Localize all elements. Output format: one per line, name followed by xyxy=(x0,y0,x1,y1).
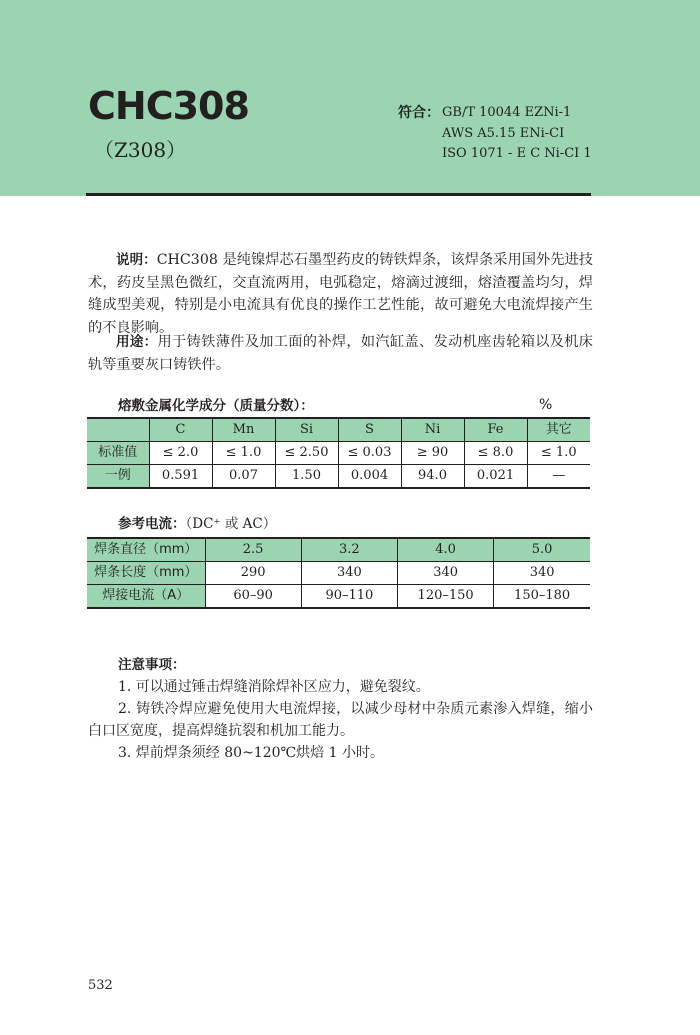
table-cell: 0.004 xyxy=(338,465,401,489)
table-cell: ≤ 8.0 xyxy=(464,442,527,465)
table-row xyxy=(87,465,590,489)
notes-title: 注意事项： xyxy=(118,657,186,673)
table-header-cell: Si xyxy=(275,418,338,442)
table-cell: ≤ 2.0 xyxy=(149,442,212,465)
table-cell: ≥ 90 xyxy=(401,442,464,465)
table-cell: 3.2 xyxy=(301,538,397,562)
table-header-cell: S xyxy=(338,418,401,442)
current-title-line xyxy=(118,514,276,534)
table-cell: 340 xyxy=(494,562,590,585)
usage-text: 用于铸铁薄件及加工面的补焊，如汽缸盖、发动机座齿轮箱以及机床轨等重要灰口铸铁件。 xyxy=(88,334,593,373)
table-header-cell xyxy=(87,418,149,442)
table-row xyxy=(87,442,590,465)
table-cell: 120–150 xyxy=(398,585,494,609)
table-cell: 4.0 xyxy=(398,538,494,562)
description-label: 说明： xyxy=(116,252,157,268)
table-cell: 340 xyxy=(398,562,494,585)
table-header-cell: Ni xyxy=(401,418,464,442)
current-note: （DC⁺ 或 AC） xyxy=(185,516,277,532)
table-cell: 90–110 xyxy=(301,585,397,609)
table-cell: 150–180 xyxy=(494,585,590,609)
conformity-label: 符合： xyxy=(398,105,440,121)
page-subtitle: （Z308） xyxy=(94,138,187,162)
table-row xyxy=(87,585,590,609)
note-item: 3. 焊前焊条须经 80~120℃烘焙 1 小时。 xyxy=(118,745,384,761)
table-cell: 5.0 xyxy=(494,538,590,562)
table-row xyxy=(87,562,590,585)
description-text: CHC308 是纯镍焊芯石墨型药皮的铸铁焊条，该焊条采用国外先进技术，药皮呈黑色微红，交直流两用，电弧稳定，熔滴过渡细，熔渣覆盖均匀，焊缝成型美观，特别是小电流具有优良的操作工艺性能，故可避免大电流焊接产生的不良影响。 xyxy=(88,252,593,336)
conformity-standard: AWS A5.15 ENi-CI xyxy=(442,125,565,141)
usage-paragraph xyxy=(88,331,593,376)
composition-table xyxy=(87,417,590,489)
row-label: 焊条直径（mm） xyxy=(87,538,205,562)
table-header-cell: 其它 xyxy=(527,418,590,442)
table-header-cell: Fe xyxy=(464,418,527,442)
header-divider xyxy=(86,193,591,196)
current-table xyxy=(87,537,590,609)
table-cell: 0.591 xyxy=(149,465,212,489)
table-cell: 60–90 xyxy=(205,585,301,609)
conformity-standard: ISO 1071 - E C Ni-CI 1 xyxy=(442,146,592,161)
table-cell: 340 xyxy=(301,562,397,585)
table-cell: ≤ 1.0 xyxy=(212,442,275,465)
table-cell: — xyxy=(527,465,590,489)
page-title: CHC308 xyxy=(88,84,249,128)
note-item: 1. 可以通过锤击焊缝消除焊补区应力，避免裂纹。 xyxy=(118,679,430,695)
table-cell: 290 xyxy=(205,562,301,585)
table-cell: ≤ 1.0 xyxy=(527,442,590,465)
table-row xyxy=(87,538,590,562)
table-cell: ≤ 0.03 xyxy=(338,442,401,465)
row-label: 焊接电流（A） xyxy=(87,585,205,609)
row-label: 标准值 xyxy=(87,442,149,465)
table-header-cell: Mn xyxy=(212,418,275,442)
composition-title: 熔敷金属化学成分（质量分数）： xyxy=(118,398,314,414)
note-item: 2. 铸铁冷焊应避免使用大电流焊接，以减少母材中杂质元素渗入焊缝，缩小白口区宽度，提高焊缝抗裂和机加工能力。 xyxy=(88,701,593,739)
description-paragraph xyxy=(88,249,593,339)
table-cell: 0.07 xyxy=(212,465,275,489)
usage-label: 用途： xyxy=(116,334,158,350)
conformity-list xyxy=(442,103,592,165)
page-number: 532 xyxy=(88,978,113,993)
table-cell: 2.5 xyxy=(205,538,301,562)
table-cell: ≤ 2.50 xyxy=(275,442,338,465)
current-title: 参考电流： xyxy=(118,516,186,532)
row-label: 一例 xyxy=(87,465,149,489)
table-cell: 94.0 xyxy=(401,465,464,489)
notes-section xyxy=(88,654,593,764)
composition-unit: % xyxy=(539,397,553,413)
table-cell: 0.021 xyxy=(464,465,527,489)
table-header-cell: C xyxy=(149,418,212,442)
table-cell: 1.50 xyxy=(275,465,338,489)
conformity-standard: GB/T 10044 EZNi-1 xyxy=(442,105,572,120)
row-label: 焊条长度（mm） xyxy=(87,562,205,585)
table-header-row xyxy=(87,418,590,442)
